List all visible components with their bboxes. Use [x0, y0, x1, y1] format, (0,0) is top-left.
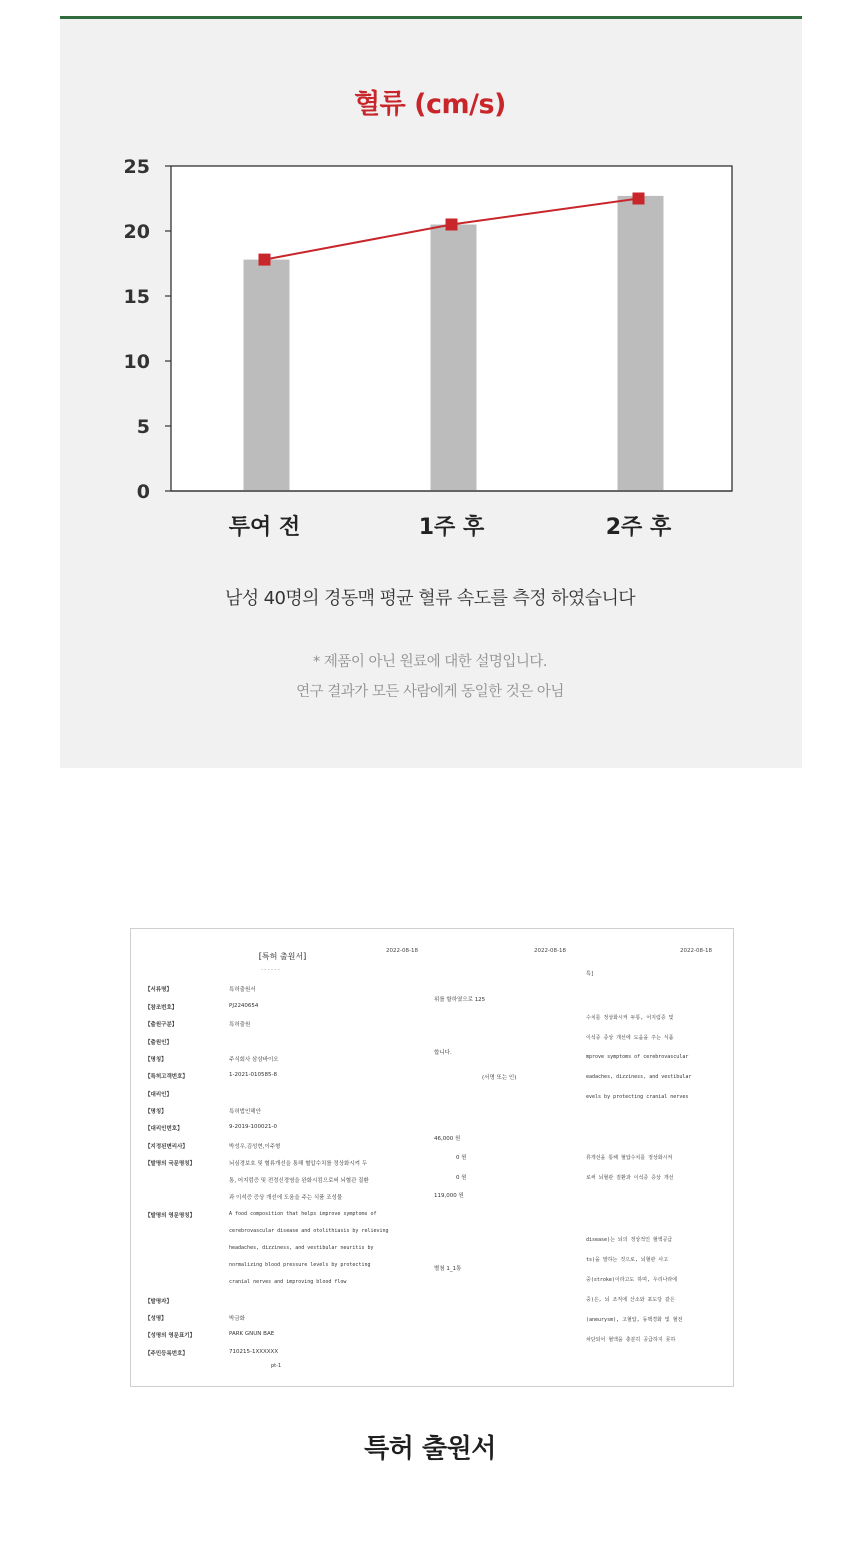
document-field-value: 주식회사 삼삼바이오	[229, 1057, 279, 1063]
document-text-line: 위를 할하였으로 125	[434, 997, 486, 1003]
document-text-line: mprove symptoms of cerebrovascular	[586, 1054, 689, 1060]
document-subheading: - - - - - -	[261, 967, 280, 973]
document-text-line: (서명 또는 인)	[482, 1075, 517, 1081]
disclaimer-note: 연구 결과가 모든 사람에게 동일한 것은 아님	[296, 684, 564, 700]
document-field-label: 【출원인】	[145, 1040, 172, 1046]
document-text-line: 차단되어 혈액을 충분히 공급하지 못하	[586, 1337, 676, 1343]
document-field-value: PJ2240654	[229, 1003, 259, 1009]
patent-caption: 특허 출원서	[364, 1434, 496, 1464]
y-tick-label: 15	[123, 286, 150, 308]
document-text-line: 류개선을 통해 혈압수치를 정상화시켜	[586, 1155, 673, 1161]
document-text-line: 중)은, 뇌 조직에 산소와 포도당 같은	[586, 1297, 675, 1303]
document-field-value: 통, 어지럼증 및 전정신경염을 완화시킴으로써 뇌혈관 질환	[229, 1178, 369, 1184]
document-field-label: 【발명의 국문명칭】	[145, 1161, 196, 1167]
document-field-value: cerebrovascular disease and otolithiasis by relieving	[229, 1228, 389, 1234]
patent-page-1	[131, 929, 435, 1386]
y-tick-label: 25	[123, 156, 150, 178]
y-tick-label: 0	[136, 481, 150, 503]
document-field-label: 【주민등록번호】	[145, 1351, 188, 1357]
document-field-label: 【성명의 영문표기】	[145, 1333, 196, 1339]
document-text-line: 46,000 원	[434, 1136, 461, 1142]
document-field-value: 9-2019-100021-0	[229, 1124, 277, 1130]
document-field-label: 【명칭】	[145, 1057, 167, 1063]
document-field-value: normalizing blood pressure levels by protecting	[229, 1262, 371, 1268]
document-field-value: 1-2021-010585-8	[229, 1072, 277, 1078]
patent-page-2	[434, 929, 585, 1386]
chart-title: 혈류 (cm/s)	[354, 89, 506, 120]
chart-caption: 남성 40명의 경동맥 평균 혈류 속도를 측정 하였습니다	[224, 588, 636, 609]
document-text-line: 수치를 정상화시켜 두통, 어지럼증 및	[586, 1015, 674, 1021]
document-text-line: eadaches, dizziness, and vestibular	[586, 1074, 692, 1080]
document-date: 2022-08-18	[534, 948, 566, 954]
document-field-value: cranial nerves and improving blood flow	[229, 1279, 347, 1285]
document-field-label: 【발명의 영문명칭】	[145, 1213, 196, 1219]
patent-document-image	[130, 928, 734, 1387]
y-tick-label: 20	[123, 221, 150, 243]
document-field-value: 특허법인해안	[229, 1109, 261, 1115]
y-tick-label: 10	[123, 351, 150, 373]
document-text-line: 중(stroke)이라고도 하며, 우리나라에	[586, 1277, 678, 1283]
x-category-label: 1주 후	[418, 515, 485, 540]
document-field-value: PARK GNUN BAE	[229, 1331, 275, 1337]
document-text-line: disease)는 뇌의 정상적인 혈액공급	[586, 1237, 673, 1243]
document-date: 2022-08-18	[680, 948, 712, 954]
document-field-value: A food composition that helps improve symptoms of	[229, 1211, 377, 1217]
document-field-value: 과 이석증 증상 개선에 도움을 주는 식품 조성물	[229, 1195, 343, 1201]
document-field-label: 【성명】	[145, 1316, 167, 1322]
document-field-label: 【발명자】	[145, 1299, 172, 1305]
document-field-value: 710215-1XXXXXX	[229, 1349, 279, 1355]
page-number: pt-1	[271, 1363, 282, 1369]
bar	[431, 225, 477, 492]
document-field-label: 【대리인번호】	[145, 1126, 183, 1132]
bar	[618, 196, 664, 491]
document-text-line: evels by protecting cranial nerves	[586, 1094, 689, 1100]
document-heading: [특허 출원서]	[258, 952, 307, 961]
document-field-label: 【참조번호】	[145, 1005, 178, 1011]
document-field-label: 【명칭】	[145, 1109, 167, 1115]
document-field-label: 【특허고객번호】	[145, 1074, 188, 1080]
data-point-marker	[259, 254, 271, 266]
document-text-line: 특]	[586, 971, 594, 977]
document-field-label: 【대리인】	[145, 1092, 172, 1098]
document-field-value: 박성우,김성현,이주형	[229, 1144, 281, 1150]
x-category-label: 투여 전	[228, 515, 301, 540]
document-text-line: 119,000 원	[434, 1193, 464, 1199]
document-field-value: 특허출원	[229, 1022, 251, 1028]
x-category-label: 2주 후	[605, 515, 672, 540]
document-text-line: 0 원	[456, 1175, 467, 1181]
document-field-value: 박금화	[229, 1316, 245, 1322]
document-date: 2022-08-18	[386, 948, 418, 954]
disclaimer-note: * 제품이 아닌 원료에 대한 설명입니다.	[312, 654, 547, 670]
blood-flow-chart	[0, 0, 860, 580]
document-field-label: 【지정된변리사】	[145, 1144, 188, 1150]
document-text-line: 이석증 증상 개선에 도움을 주는 식품	[586, 1035, 674, 1041]
document-field-value: 뇌심경보호 및 혈류개선을 통해 혈압수치를 정상화시켜 두	[229, 1161, 368, 1167]
document-text-line: 로써 뇌혈관 질환과 이석증 증상 개선	[586, 1175, 674, 1181]
document-text-line: (aneurysm), 고혈압, 동맥경화 및 혈전	[586, 1317, 683, 1323]
document-field-label: 【출원구분】	[145, 1022, 178, 1028]
patent-page-3	[584, 929, 733, 1386]
y-tick-label: 5	[136, 416, 150, 438]
document-text-line: ts)을 말하는 것으로, 뇌혈관 사고	[586, 1257, 669, 1263]
bar	[244, 260, 290, 491]
document-field-label: 【서류명】	[145, 987, 172, 993]
data-point-marker	[446, 219, 458, 231]
document-field-value: headaches, dizziness, and vestibular neuritis by	[229, 1245, 374, 1251]
data-point-marker	[633, 193, 645, 205]
document-text-line: 합니다.	[434, 1050, 452, 1056]
document-text-line: 0 원	[456, 1155, 467, 1161]
document-field-value: 특허출원서	[229, 987, 256, 993]
document-text-line: 별첨 1_1통	[434, 1266, 462, 1272]
